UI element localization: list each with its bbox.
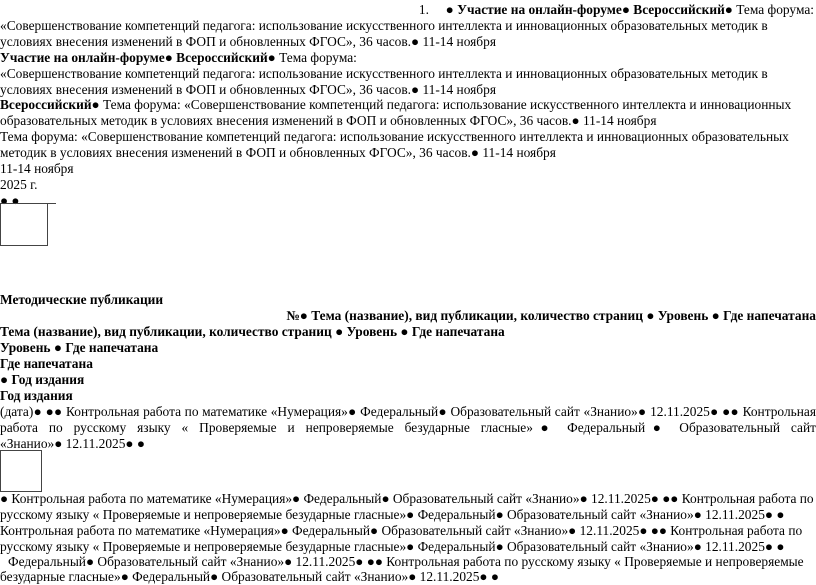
- bullet: ●: [724, 2, 733, 17]
- line-10: [0, 145, 816, 161]
- text: Уровень: [0, 340, 51, 355]
- line-1: [0, 2, 816, 18]
- bold-text: Участие на онлайн-форуме: [0, 50, 165, 65]
- bullet: ●: [267, 50, 276, 65]
- text: 11-14 ноября: [422, 34, 496, 49]
- bullet: ●: [164, 50, 173, 65]
- text: Где напечатана: [65, 340, 159, 355]
- text: Год издания: [11, 372, 85, 387]
- bold-text: Всероссийский: [0, 97, 92, 112]
- bullet: ●: [711, 308, 720, 323]
- paragraph-line-3: «Знанио»● 12.11.2025● ●: [0, 436, 145, 451]
- header-line-4: Где напечатана: [0, 356, 93, 371]
- text: 11-14 ноября: [482, 145, 556, 160]
- bullet: ●: [470, 145, 479, 160]
- bold-text: Всероссийский: [176, 50, 268, 65]
- bullet: ●: [335, 324, 344, 339]
- paragraph-line-9: безударные гласные»● Федеральный● Образовательный сайт «Знанио»● 12.11.2025● ●: [0, 569, 499, 584]
- table-border: [47, 203, 48, 245]
- text: Тема форума: «Совершенствование компетенций педагога: использование искусственного интеллекта и инновационных: [102, 97, 792, 112]
- table-border: [0, 203, 1, 245]
- text: Где напечатана: [411, 324, 505, 339]
- line-3: [0, 34, 816, 50]
- number-sign: №: [286, 308, 300, 323]
- line-13: ● ●: [0, 193, 20, 208]
- line-12: 2025 г.: [0, 177, 38, 192]
- text: Уровень: [657, 308, 709, 323]
- bullet: ●: [571, 113, 580, 128]
- text: условиях внесения изменений в ФОП и обновленных ФГОС», 36 часов.: [0, 82, 411, 97]
- line-7: [0, 97, 816, 113]
- text: Тема (название), вид публикации, количество страниц: [311, 308, 643, 323]
- paragraph-line-8: Федеральный● Образовательный сайт «Знанио»● 12.11.2025● ●● Контрольная работа по русскому языку « Проверяемые и непроверяемые: [8, 554, 804, 569]
- bullet: ●: [621, 2, 630, 17]
- text: Тема форума:: [279, 50, 357, 65]
- bullet: ●: [646, 308, 655, 323]
- section-title: Методические публикации: [0, 292, 164, 307]
- text: образовательных методик в условиях внесения изменений в ФОП и обновленных ФГОС», 36 часов.: [0, 113, 572, 128]
- line-2: «Совершенствование компетенций педагога: использование искусственного интеллекта и инновационных образовательных методик в: [0, 18, 768, 33]
- paragraph-line-6: Контрольная работа по математике «Нумерация»● Федеральный● Образовательный сайт «Знанио»● 12.11.2025● ●● Контрольная работа по: [0, 523, 803, 538]
- text: условиях внесения изменений в ФОП и обновленных ФГОС», 36 часов.: [0, 34, 411, 49]
- header-line-6: Год издания: [0, 388, 73, 403]
- header-line-2: [0, 324, 816, 340]
- text: 11-14 ноября: [422, 82, 496, 97]
- bullet: ●: [0, 372, 9, 387]
- line-5: «Совершенствование компетенций педагога: использование искусственного интеллекта и инновационных образовательных методик в: [0, 66, 768, 81]
- paragraph-line-2: работа по русскому языку « Проверяемые и непроверяемые безударные гласные»● Федеральный● Образовательный сайт: [0, 420, 816, 435]
- bullet: ●: [91, 97, 100, 112]
- text: методик в условиях внесения изменений в ФОП и обновленных ФГОС», 36 часов.: [0, 145, 471, 160]
- bullet: ●: [299, 308, 308, 323]
- header-line-1: [0, 308, 816, 324]
- bullet: ●: [53, 340, 62, 355]
- bold-text: Всероссийский: [633, 2, 725, 17]
- table-border: [0, 245, 48, 246]
- text: Уровень: [346, 324, 398, 339]
- bullet: ●: [411, 82, 420, 97]
- line-9: Тема форума: «Совершенствование компетенций педагога: использование искусственного интеллекта и инновационных образовательных: [0, 129, 789, 144]
- bold-text: Участие на онлайн-форуме: [457, 2, 622, 17]
- bullet: ●: [400, 324, 409, 339]
- header-line-5: [0, 372, 816, 388]
- bullet: ●: [445, 2, 454, 17]
- line-4: [0, 50, 816, 66]
- text: Тема форума:: [736, 2, 814, 17]
- header-line-3: [0, 340, 816, 356]
- line-11: 11-14 ноября: [0, 161, 74, 176]
- text: 11-14 ноября: [582, 113, 657, 128]
- line-6: [0, 82, 816, 98]
- paragraph-line-4: ● Контрольная работа по математике «Нумерация»● Федеральный● Образовательный сайт «Знанио»● 12.11.2025● ●● Контрольная работа по: [0, 491, 814, 506]
- paragraph-line-5: русскому языку « Проверяемые и непроверяемые безударные гласные»● Федеральный● Образовательный сайт «Знанио»● 12.11.2025● ●: [0, 507, 785, 522]
- list-number: 1.: [418, 2, 429, 17]
- text: Тема (название), вид публикации, количество страниц: [0, 324, 332, 339]
- text: Где напечатана: [723, 308, 816, 323]
- paragraph-line-7: русскому языку « Проверяемые и непроверяемые безударные гласные»● Федеральный● Образовательный сайт «Знанио»● 12.11.2025● ●: [0, 539, 785, 554]
- paragraph-line-1: (дата)● ●● Контрольная работа по математике «Нумерация»● Федеральный● Образовательный сайт «Знанио»● 12.11.2025● ●● Контрольная: [0, 404, 816, 419]
- empty-cell-box: [0, 450, 42, 492]
- line-8: [0, 113, 816, 129]
- bullet: ●: [411, 34, 420, 49]
